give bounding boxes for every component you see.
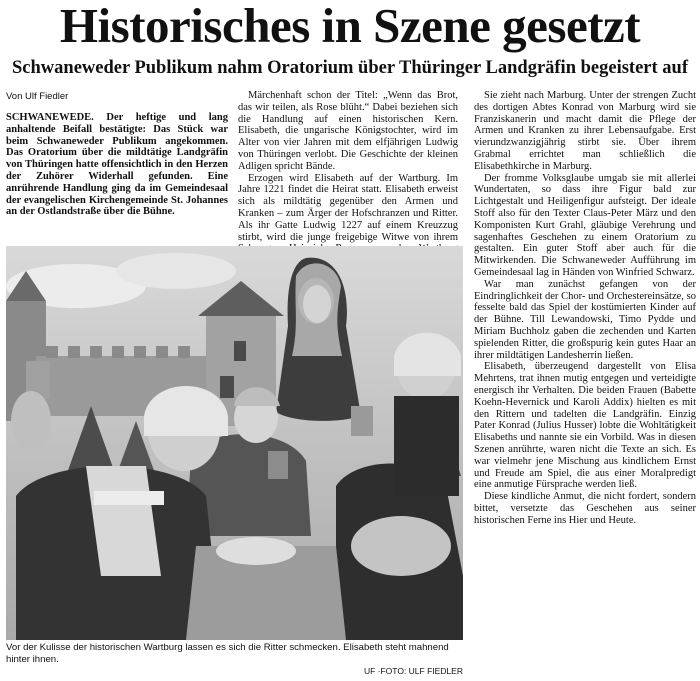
- lead-paragraph: [6, 112, 228, 218]
- stage-scene-illustration: [6, 246, 463, 640]
- paragraph-1: Märchenhaft schon der Titel: „Wenn das Brot, das wir teilen, als Rose blüht.“ Dabei beziehen sich die Handlung auf einen historischen Kern. Elisabeth, die ungarische Königstochter, wird im Alter von vier Jahren mit dem elfjährigen Ludwig von Thüringen verlobt. Die Geschichte der kleinen Adligen spricht Bände.: [238, 90, 458, 172]
- column-2-top: [238, 90, 458, 267]
- paragraph-7: Diese kindliche Anmut, die nicht fordert, sondern bittet, versetzte das Geschehen aus seiner historischen Ferne ins Hier und Heute.: [474, 491, 696, 526]
- lead-column: [6, 112, 228, 218]
- photo-caption: Vor der Kulisse der historischen Wartburg lassen es sich die Ritter schmecken. Elisabeth steht mahnend hinter ihnen.: [6, 642, 449, 665]
- photo-credit: UF ·FOTO: ULF FIEDLER: [363, 666, 463, 676]
- byline: Von Ulf Fiedler: [6, 91, 69, 102]
- paragraph-3: Sie zieht nach Marburg. Unter der strengen Zucht des dortigen Abtes Konrad von Marburg wird sie Franziskanerin und macht damit die Pflege der Armen und Kranken zu ihrer Lebensaufgabe. Erst vierundzwanzigjährig stirbt sie. Über ihrem Grabmal errichtet man schließlich die Elisabethkirche in Marburg.: [474, 90, 696, 172]
- subheadline: Schwaneweder Publikum nahm Oratorium über Thüringer Landgräfin begeistert auf: [12, 58, 688, 78]
- headline: Historisches in Szene gesetzt: [59, 0, 641, 53]
- paragraph-5: War man zunächst gefangen von der Eindringlichkeit der Chor- und Orchestereinsätze, so fesselte bald das Spiel der kostümierten Kinder auf der Bühne. Till Lewandowski, Timo Pydde und Miriam Buchholz gaben die zechenden und Karten spielenden Ritter, die großspurig kein gutes Haar an ihrer mildtätigen Landesherrin ließen.: [474, 278, 696, 361]
- dateline: SCHWANEWEDE.: [6, 112, 94, 123]
- photo: [6, 246, 463, 640]
- paragraph-6: Elisabeth, überzeugend dargestellt von Elisa Mehrtens, trat ihnen mutig entgegen und verteidigte energisch ihr Verhalten. Die beiden Frauen (Babette Koehn-Hevernick und Karoli Addix) hielten es mit den Rittern und tadelten die Landgräfin. Einzig Pater Konrad (Julius Husser) lobte die Wohltätigkeit Elisabeths und nannte sie ein Vorbild. Was in diesen Szenen anrührte, waren nicht die Texte an sich. Es war vielmehr jene Mischung aus kindlichem Ernst und Freude am Spiel, die aus einer Moralpredigt eine anmutige Fürsprache werden ließ.: [474, 361, 696, 491]
- paragraph-2: Erzogen wird Elisabeth auf der Wartburg. Im Jahre 1221 findet die Heirat statt. Elisabeth erweist sich als mildtätig gegenüber den Armen und Kranken – zum Ärger der Hofschranzen und Ritter. Als ihr Gatte Ludwig 1227 auf einem Kreuzzug stirbt, wird die junge freigebige Witwe von ihrem: [238, 172, 458, 243]
- paragraph-4: Der fromme Volksglaube umgab sie mit allerlei Wundertaten, so dass ihre Figur bald zur Lichtgestalt und Heiligenfigur aufsteigt. Der ideale Stoff also für den Texter Claus-Peter März und den Komponisten Kurt Grahl, gläubige Verehrung und sagenhaftes Geschehen zu einem Oratorium zu gestalten. Ein guter Stoff aber auch für die Mitwirkenden. Die Schwaneweder Aufführung im Gemeindesaal lag in Händen von Winfried Schwarz.: [474, 172, 696, 278]
- lead-text: Der heftige und lang anhaltende Beifall bestätigte: Das Stück war beim Schwaneweder Publikum angekommen. Das Oratorium über die mildtätige Landgräfin von Thüringen hatte offensichtlich in den Herzen der Zuhörer Widerhall gefunden. Eine anrührende Handlung ging da im Gemeindesaal der evangelischen Kirchengemeinde St. Johannes an der Ostlandstraße über die Bühne.: [6, 112, 228, 218]
- column-3: [474, 90, 696, 526]
